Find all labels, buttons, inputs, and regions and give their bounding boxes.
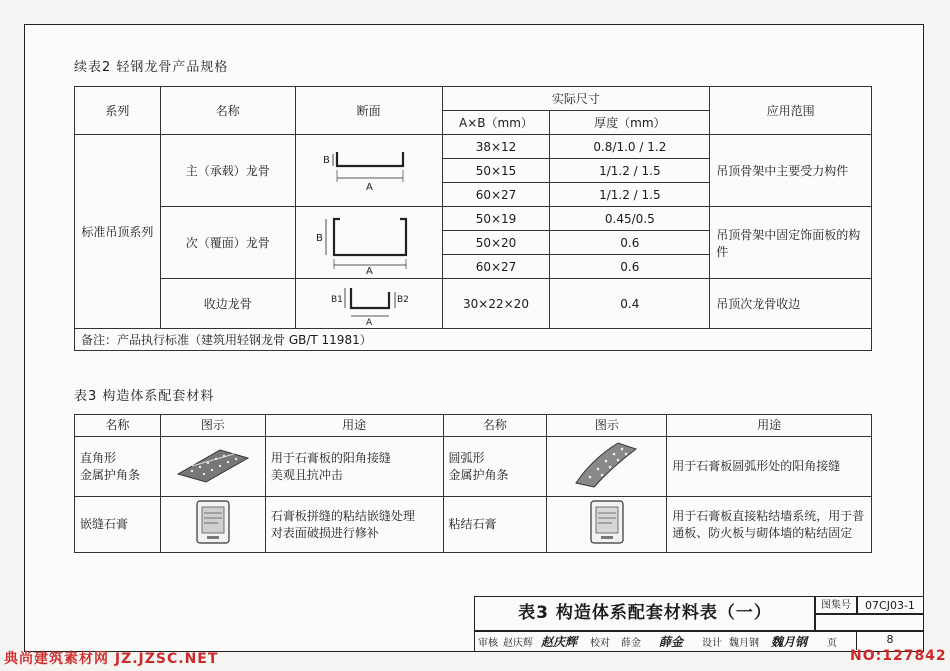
dim-label-b: B	[315, 232, 323, 244]
header-application: 应用范围	[710, 87, 872, 135]
accessory-materials-table	[74, 414, 872, 553]
material-usage: 用于石膏板直接粘结墙系统，用于普通板、防火板与砌体墙的粘结固定	[667, 497, 872, 553]
bonding-plaster-package-image	[547, 497, 667, 553]
material-name: 直角形 金属护角条	[75, 437, 161, 497]
thickness-cell: 1/1.2 / 1.5	[550, 183, 710, 207]
axb-cell: 50×15	[442, 159, 550, 183]
dim-label-a: A	[365, 317, 372, 326]
material-name: 嵌缝石膏	[75, 497, 161, 553]
axb-cell: 60×27	[442, 183, 550, 207]
table2-title: 续表2 轻钢龙骨产品规格	[74, 60, 229, 75]
set-number: 07CJ03-1	[856, 596, 924, 615]
set-number-label: 图集号	[814, 596, 858, 615]
title-block	[474, 596, 922, 650]
application-cell: 吊顶骨架中固定饰面板的构件	[710, 207, 872, 279]
header-thickness: 厚度（mm）	[550, 111, 710, 135]
axb-cell: 60×27	[442, 255, 550, 279]
steel-keel-spec-table	[74, 86, 872, 351]
checker-signature: 薛金	[659, 635, 684, 649]
designer-signature: 魏月钢	[771, 635, 808, 649]
series-cell: 标准吊顶系列	[75, 135, 161, 329]
axb-cell: 50×19	[442, 207, 550, 231]
keel-name-main: 主（承载）龙骨	[160, 135, 295, 207]
reviewer-signature: 赵庆辉	[541, 635, 578, 649]
main-keel-section-diagram	[295, 135, 442, 207]
page-number: 8	[856, 630, 923, 650]
header-figure: 图示	[547, 415, 667, 437]
watermark-right: NO:127842	[850, 648, 947, 664]
table2-note: 备注：产品执行标准（建筑用轻钢龙骨 GB/T 11981）	[75, 329, 872, 351]
thickness-cell: 0.6	[550, 255, 710, 279]
reviewer-name: 赵庆辉	[503, 638, 533, 649]
table3-title: 表3 构造体系配套材料	[74, 389, 215, 404]
watermark-left: 典尚建筑素材网 JZ.JZSC.NET	[4, 651, 219, 667]
keel-name-secondary: 次（覆面）龙骨	[160, 207, 295, 279]
header-name: 名称	[160, 87, 295, 135]
page-label: 页	[827, 638, 837, 649]
header-section: 断面	[295, 87, 442, 135]
material-usage: 用于石膏板圆弧形处的阳角接缝	[667, 437, 872, 497]
header-name: 名称	[75, 415, 161, 437]
header-name: 名称	[443, 415, 547, 437]
dim-label-b: B	[322, 154, 330, 166]
dim-label-b2: B2	[396, 294, 409, 305]
material-name: 圆弧形 金属护角条	[443, 437, 547, 497]
review-label: 审核	[478, 638, 498, 649]
thickness-cell: 0.6	[550, 231, 710, 255]
checker-name: 薛金	[621, 638, 641, 649]
axb-cell: 30×22×20	[442, 279, 550, 329]
header-usage: 用途	[667, 415, 872, 437]
header-figure: 图示	[160, 415, 265, 437]
material-name: 粘结石膏	[443, 497, 547, 553]
header-actual-size: 实际尺寸	[442, 87, 710, 111]
thickness-cell: 0.45/0.5	[550, 207, 710, 231]
header-usage: 用途	[265, 415, 443, 437]
arc-corner-bead-image	[547, 437, 667, 497]
axb-cell: 50×20	[442, 231, 550, 255]
application-cell: 吊顶骨架中主要受力构件	[710, 135, 872, 207]
right-angle-corner-bead-image	[160, 437, 265, 497]
edge-keel-section-diagram	[295, 279, 442, 329]
secondary-keel-section-diagram	[295, 207, 442, 279]
axb-cell: 38×12	[442, 135, 550, 159]
check-label: 校对	[590, 638, 610, 649]
material-usage: 石膏板拼缝的粘结嵌缝处理 对表面破损进行修补	[265, 497, 443, 553]
designer-name: 魏月钢	[729, 638, 759, 649]
thickness-cell: 0.8/1.0 / 1.2	[550, 135, 710, 159]
dim-label-b1: B1	[330, 294, 343, 305]
material-usage: 用于石膏板的阳角接缝 美观且抗冲击	[265, 437, 443, 497]
design-label: 设计	[702, 638, 722, 649]
thickness-cell: 1/1.2 / 1.5	[550, 159, 710, 183]
application-cell: 吊顶次龙骨收边	[710, 279, 872, 329]
thickness-cell: 0.4	[550, 279, 710, 329]
dim-label-a: A	[365, 265, 373, 275]
keel-name-edge: 收边龙骨	[160, 279, 295, 329]
dim-label-a: A	[365, 181, 373, 193]
header-series: 系列	[75, 87, 161, 135]
joint-plaster-package-image	[160, 497, 265, 553]
header-axb: A×B（mm）	[442, 111, 550, 135]
drawing-title: 表3 构造体系配套材料表（一）	[474, 596, 816, 632]
